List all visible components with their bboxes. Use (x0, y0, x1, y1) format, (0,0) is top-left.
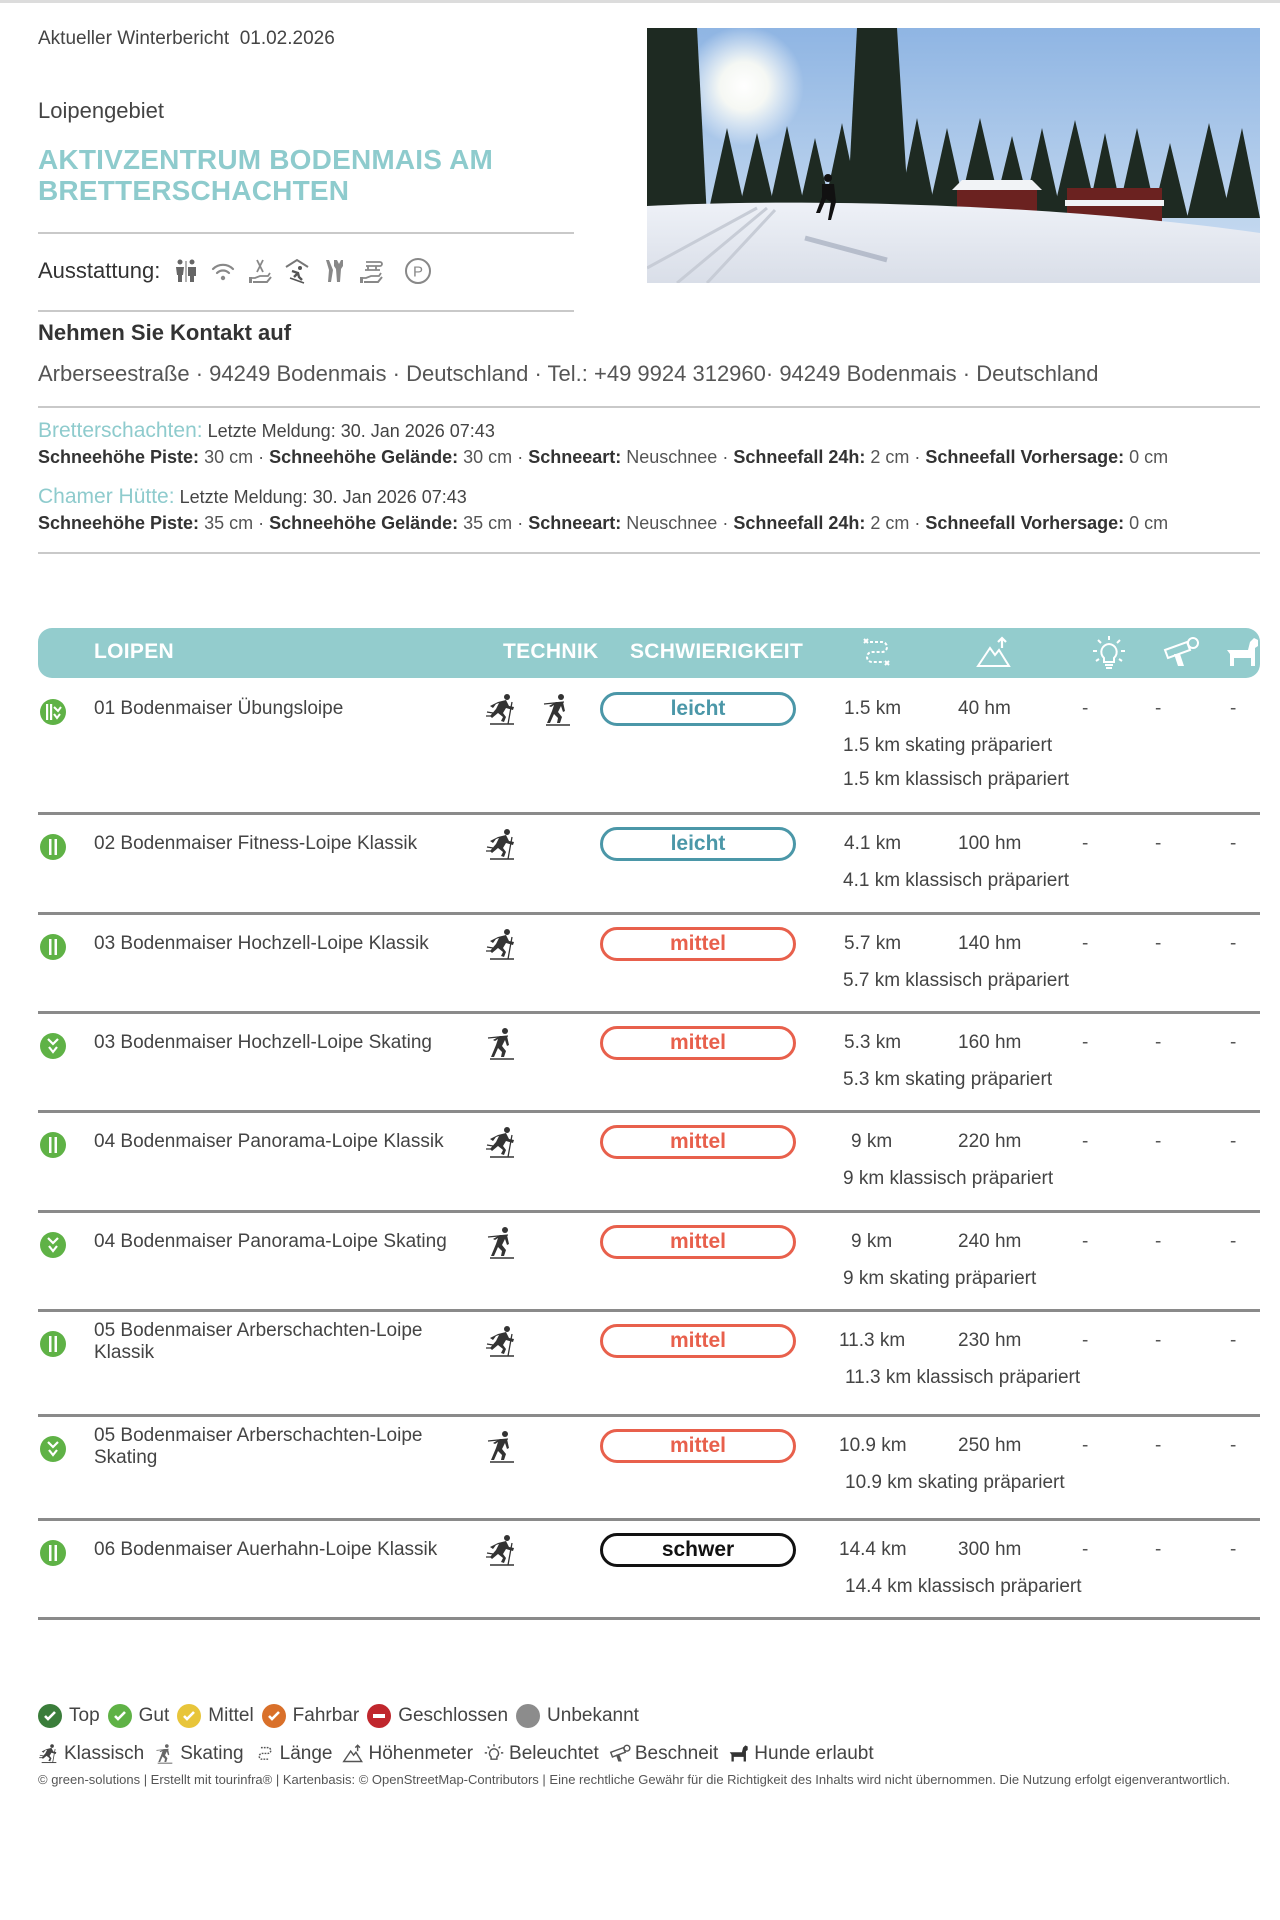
trail-length: 4.1 km (844, 833, 902, 854)
legend-label: Gut (138, 1705, 170, 1726)
status-check-icon (108, 1704, 132, 1728)
parking-icon (404, 257, 432, 285)
label: Schneefall Vorhersage: (925, 447, 1125, 467)
label: Schneehöhe Piste: (38, 447, 200, 467)
skating-technique-icon (484, 1225, 520, 1261)
difficulty-badge (600, 1324, 796, 1358)
snow-report-header (38, 485, 467, 509)
trail-name[interactable]: 04 Bodenmaiser Panorama-Loipe Skating (94, 1231, 447, 1252)
trail-dogs-value: - (1230, 1131, 1237, 1152)
difficulty-label: mittel (669, 1130, 726, 1153)
legend-symbol-skating (154, 1743, 243, 1765)
status-legend (38, 1704, 647, 1728)
elevation-icon (975, 634, 1013, 672)
trail-elevation: 140 hm (958, 933, 1022, 954)
difficulty-badge (600, 927, 796, 961)
equipment-label: Ausstattung: (38, 258, 161, 283)
row-separator (38, 1011, 1260, 1014)
value: 35 cm (463, 513, 513, 533)
legend-symbol-elevation (342, 1743, 473, 1765)
classic-icon (38, 1743, 60, 1765)
legend-label: Mittel (208, 1705, 254, 1726)
prepared-info: 14.4 km klassisch präpariert (845, 1576, 1082, 1597)
trail-name[interactable]: 04 Bodenmaiser Panorama-Loipe Klassik (94, 1131, 444, 1152)
trail-snowmaking-value: - (1155, 698, 1162, 719)
classic-skating-status-icon (40, 699, 66, 725)
legend-label: Klassisch (64, 1743, 145, 1764)
difficulty-badge (600, 827, 796, 861)
difficulty-badge (600, 1429, 796, 1463)
value: 30 cm (204, 447, 254, 467)
skating-icon (154, 1743, 176, 1765)
prepared-info: 4.1 km klassisch präpariert (843, 870, 1069, 891)
classic-status-icon (40, 1132, 66, 1158)
classic-status-icon (40, 834, 66, 860)
value: Neuschnee (626, 513, 718, 533)
lit-icon (483, 1743, 505, 1765)
trail-elevation: 40 hm (958, 698, 1011, 719)
restroom-icon (172, 257, 200, 285)
legend-label: Höhenmeter (368, 1743, 474, 1764)
legend-label: Hunde erlaubt (754, 1743, 874, 1764)
trail-elevation: 100 hm (958, 833, 1022, 854)
trail-name[interactable]: 03 Bodenmaiser Hochzell-Loipe Skating (94, 1032, 432, 1053)
trail-dogs-value: - (1230, 698, 1237, 719)
area-title: AKTIVZENTRUM BODENMAIS AM BRETTERSCHACHTEN (38, 144, 494, 206)
label: Schneehöhe Gelände: (269, 447, 459, 467)
classic-technique-icon (484, 927, 520, 963)
prepared-info: 1.5 km skating präpariert (843, 735, 1053, 756)
skating-status-icon (40, 1232, 66, 1258)
classic-technique-icon (484, 1125, 520, 1161)
trail-length: 11.3 km (839, 1330, 906, 1351)
status-check-icon (177, 1704, 201, 1728)
difficulty-label: mittel (669, 1230, 726, 1253)
trail-dogs-value: - (1230, 1330, 1237, 1351)
header-trails: LOIPEN (94, 640, 174, 663)
legend-status-gut (108, 1704, 170, 1728)
row-separator (38, 1210, 1260, 1213)
trail-length: 9 km (851, 1131, 893, 1152)
trail-lit-value: - (1082, 1032, 1089, 1053)
trail-snowmaking-value: - (1155, 1539, 1162, 1560)
length-icon (858, 634, 896, 672)
classic-technique-icon (484, 692, 520, 728)
trail-dogs-value: - (1230, 933, 1237, 954)
trail-elevation: 160 hm (958, 1032, 1022, 1053)
symbol-legend (38, 1743, 884, 1765)
trail-elevation: 250 hm (958, 1435, 1022, 1456)
report-label: Aktueller Winterbericht (38, 28, 230, 49)
classic-status-icon (40, 1540, 66, 1566)
trail-name[interactable]: 03 Bodenmaiser Hochzell-Loipe Klassik (94, 933, 429, 954)
difficulty-label: leicht (670, 832, 726, 855)
dog-icon (728, 1743, 750, 1765)
skating-technique-icon (484, 1026, 520, 1062)
status-minus-icon (367, 1704, 391, 1728)
trail-dogs-value: - (1230, 1539, 1237, 1560)
ski-rental-icon (246, 257, 274, 285)
status-none (516, 1704, 540, 1728)
difficulty-badge (600, 1533, 796, 1567)
trail-name[interactable]: 02 Bodenmaiser Fitness-Loipe Klassik (94, 833, 418, 854)
value: 0 cm (1129, 447, 1169, 467)
divider (38, 232, 574, 234)
legend-status-fahrbar (262, 1704, 360, 1728)
trail-dogs-value: - (1230, 1032, 1237, 1053)
trail-snowmaking-value: - (1155, 1032, 1162, 1053)
header-technique: TECHNIK (503, 640, 599, 663)
contact-heading: Nehmen Sie Kontakt auf (38, 320, 292, 345)
difficulty-label: schwer (661, 1538, 735, 1561)
classic-technique-icon (484, 827, 520, 863)
label: Schneefall 24h: (733, 513, 866, 533)
label: Schneehöhe Gelände: (269, 513, 459, 533)
trail-elevation: 230 hm (958, 1330, 1022, 1351)
legend-status-top (38, 1704, 100, 1728)
trail-snowmaking-value: - (1155, 933, 1162, 954)
trail-length: 14.4 km (839, 1539, 907, 1560)
ski-school-icon (283, 257, 311, 285)
trail-elevation: 240 hm (958, 1231, 1022, 1252)
legend-symbol-length (254, 1743, 333, 1765)
trail-name[interactable]: 06 Bodenmaiser Auerhahn-Loipe Klassik (94, 1539, 438, 1560)
difficulty-label: mittel (669, 1434, 726, 1457)
legend-symbol-snowmaking (609, 1743, 718, 1765)
label: Schneefall Vorhersage: (925, 513, 1125, 533)
value: 0 cm (1129, 513, 1169, 533)
footer-disclaimer: © green-solutions | Erstellt mit tourinfra® | Kartenbasis: © OpenStreetMap-Contributors | Eine rechtliche Gewähr für die Richtigkeit des Inhalts wird nicht übernommen. Die Nutzung erfolgt eigenverantwortlich. (38, 1772, 1231, 1787)
legend-label: Länge (279, 1743, 333, 1764)
dog-icon (1224, 634, 1262, 672)
classic-technique-icon (484, 1533, 520, 1569)
snowmaking-icon (609, 1743, 631, 1765)
snow-report-location: Bretterschachten: (38, 419, 203, 442)
trail-dogs-value: - (1230, 833, 1237, 854)
row-separator (38, 1309, 1260, 1312)
repair-icon (320, 257, 348, 285)
trail-elevation: 300 hm (958, 1539, 1022, 1560)
snow-report-last-update: Letzte Meldung: 30. Jan 2026 07:43 (207, 421, 495, 441)
skating-status-icon (40, 1033, 66, 1059)
svg-text:P: P (413, 263, 424, 281)
legend-label: Fahrbar (292, 1705, 360, 1726)
trail-length: 1.5 km (844, 698, 902, 719)
legend-status-unbekannt (516, 1704, 639, 1728)
row-separator (38, 1110, 1260, 1113)
row-separator (38, 1518, 1260, 1521)
trail-length: 5.3 km (844, 1032, 902, 1053)
divider (38, 310, 574, 312)
divider (38, 552, 1260, 554)
report-date-line (38, 28, 335, 50)
legend-status-geschlossen (367, 1704, 508, 1728)
trail-name[interactable]: 01 Bodenmaiser Übungsloipe (94, 698, 344, 719)
legend-label: Beleuchtet (509, 1743, 599, 1764)
trail-name[interactable]: 05 Bodenmaiser Arberschachten-Loipe Klassik (94, 1320, 423, 1363)
label: Schneeart: (528, 447, 622, 467)
row-separator (38, 1414, 1260, 1417)
classic-status-icon (40, 1331, 66, 1357)
value: 2 cm (870, 513, 910, 533)
trail-lit-value: - (1082, 1539, 1089, 1560)
value: 35 cm (204, 513, 254, 533)
skating-technique-icon (484, 1429, 520, 1465)
trail-lit-value: - (1082, 698, 1089, 719)
elevation-icon (342, 1743, 364, 1765)
top-border (0, 0, 1280, 3)
row-separator (38, 1617, 1260, 1620)
prepared-info: 11.3 km klassisch präpariert (845, 1367, 1081, 1388)
skating-technique-icon (540, 692, 576, 728)
contact-address: Arberseestraße · 94249 Bodenmais · Deutschland · Tel.: +49 9924 312960· 94249 Bodenmais · Deutschland (38, 361, 1099, 386)
legend-label: Top (69, 1705, 100, 1726)
trail-snowmaking-value: - (1155, 833, 1162, 854)
trail-snowmaking-value: - (1155, 1435, 1162, 1456)
classic-technique-icon (484, 1324, 520, 1360)
prepared-info: 5.3 km skating präpariert (843, 1069, 1053, 1090)
difficulty-badge (600, 692, 796, 726)
legend-status-mittel (177, 1704, 253, 1728)
legend-label: Beschneit (634, 1743, 719, 1764)
skating-status-icon (40, 1436, 66, 1462)
difficulty-badge (600, 1225, 796, 1259)
sled-rental-icon (357, 257, 385, 285)
trail-lit-value: - (1082, 1330, 1089, 1351)
status-check-icon (38, 1704, 62, 1728)
lit-icon (1090, 634, 1128, 672)
trail-snowmaking-value: - (1155, 1330, 1162, 1351)
status-check-icon (262, 1704, 286, 1728)
trail-snowmaking-value: - (1155, 1231, 1162, 1252)
length-icon (254, 1743, 276, 1765)
row-separator (38, 912, 1260, 915)
snow-report-values: Schneehöhe Piste: 35 cm · Schneehöhe Gelände: 35 cm · Schneeart: Neuschnee · Schneefall 24h: 2 cm · Schneefall Vorhersage: 0 cm (38, 513, 1169, 533)
legend-label: Skating (180, 1743, 244, 1764)
difficulty-label: mittel (669, 1031, 726, 1054)
trail-name[interactable]: 05 Bodenmaiser Arberschachten-Loipe Skating (94, 1425, 423, 1468)
trail-lit-value: - (1082, 833, 1089, 854)
prepared-info: 9 km klassisch präpariert (843, 1168, 1054, 1189)
prepared-info: 1.5 km klassisch präpariert (843, 769, 1069, 790)
row-separator (38, 812, 1260, 815)
trail-lit-value: - (1082, 933, 1089, 954)
difficulty-label: leicht (670, 697, 726, 720)
prepared-info: 10.9 km skating präpariert (845, 1472, 1065, 1493)
header-difficulty: SCHWIERIGKEIT (630, 640, 804, 663)
value: 2 cm (870, 447, 910, 467)
equipment-row (38, 254, 441, 288)
label: Schneefall 24h: (733, 447, 866, 467)
difficulty-badge (600, 1125, 796, 1159)
snow-report-location: Chamer Hütte: (38, 485, 175, 508)
trail-dogs-value: - (1230, 1435, 1237, 1456)
snowmaking-icon (1162, 634, 1200, 672)
difficulty-badge (600, 1026, 796, 1060)
trail-table-header (38, 628, 1260, 678)
difficulty-label: mittel (669, 1329, 726, 1352)
trail-length: 5.7 km (844, 933, 902, 954)
trail-length: 10.9 km (839, 1435, 907, 1456)
snow-report-last-update: Letzte Meldung: 30. Jan 2026 07:43 (179, 487, 467, 507)
prepared-info: 5.7 km klassisch präpariert (843, 970, 1069, 991)
divider (38, 406, 1260, 408)
trail-length: 9 km (851, 1231, 893, 1252)
value: 30 cm (463, 447, 513, 467)
snow-report-values: Schneehöhe Piste: 30 cm · Schneehöhe Gelände: 30 cm · Schneeart: Neuschnee · Schneefall 24h: 2 cm · Schneefall Vorhersage: 0 cm (38, 447, 1169, 467)
trail-snowmaking-value: - (1155, 1131, 1162, 1152)
trail-lit-value: - (1082, 1435, 1089, 1456)
label: Schneehöhe Piste: (38, 513, 200, 533)
legend-symbol-lit (483, 1743, 599, 1765)
value: Neuschnee (626, 447, 718, 467)
trail-dogs-value: - (1230, 1231, 1237, 1252)
legend-symbol-dog (728, 1743, 873, 1765)
classic-status-icon (40, 934, 66, 960)
wifi-icon (209, 257, 237, 285)
trail-lit-value: - (1082, 1131, 1089, 1152)
label: Schneeart: (528, 513, 622, 533)
area-label: Loipengebiet (38, 98, 165, 123)
legend-label: Geschlossen (398, 1705, 509, 1726)
legend-label: Unbekannt (547, 1705, 639, 1726)
legend-symbol-classic (38, 1743, 144, 1765)
difficulty-label: mittel (669, 932, 726, 955)
report-date: 01.02.2026 (239, 28, 335, 49)
area-photo (647, 28, 1260, 283)
prepared-info: 9 km skating präpariert (843, 1268, 1037, 1289)
trail-elevation: 220 hm (958, 1131, 1022, 1152)
snow-report-header (38, 419, 495, 443)
trail-lit-value: - (1082, 1231, 1089, 1252)
